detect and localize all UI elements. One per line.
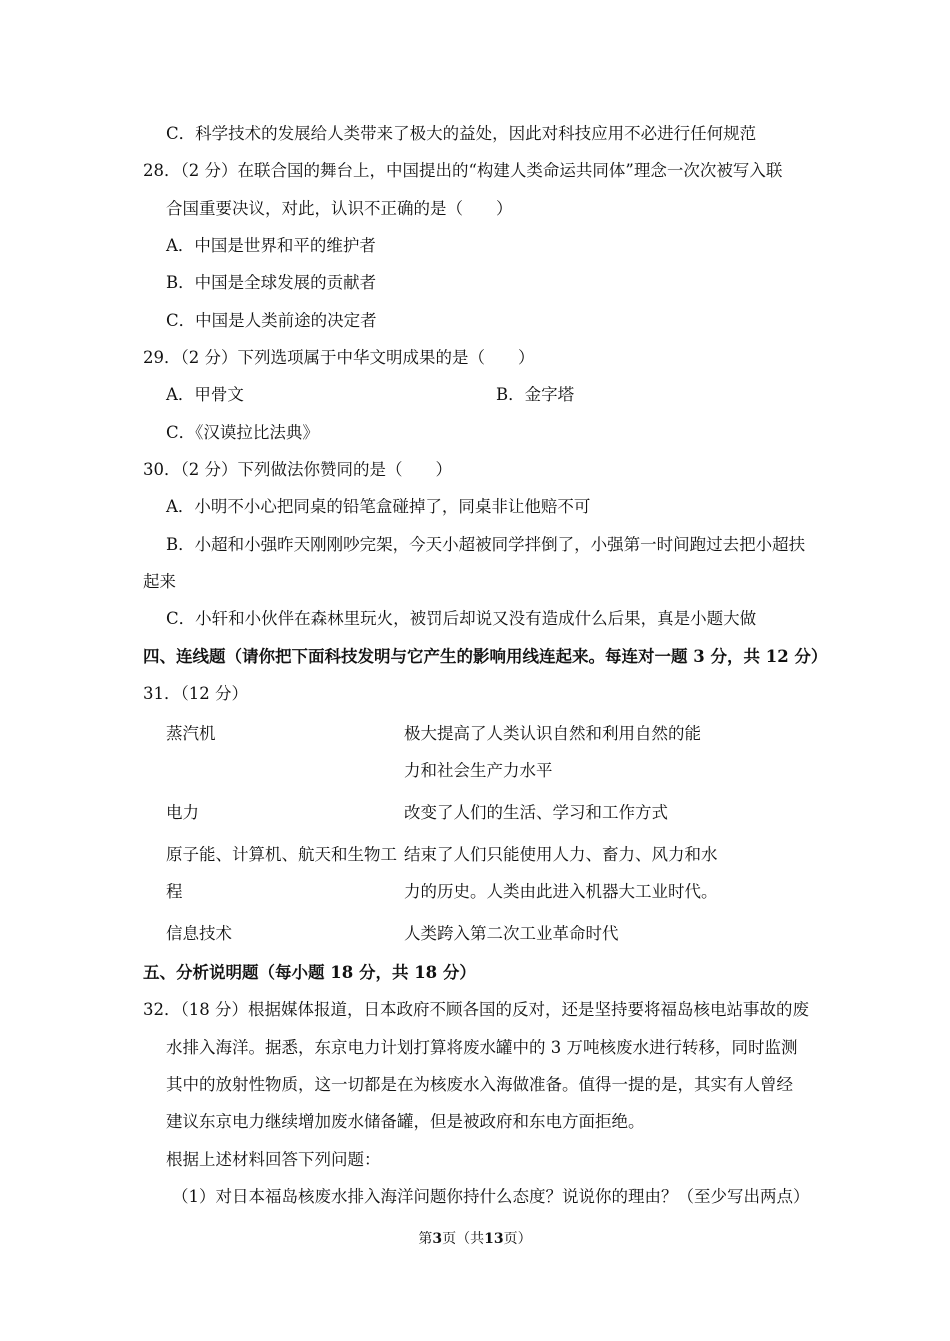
matching-right-item: 力和社会生产力水平: [404, 761, 553, 780]
matching-right-item: 极大提高了人类认识自然和利用自然的能: [404, 724, 701, 743]
matching-right-item: 力的历史。人类由此进入机器大工业时代。: [404, 882, 718, 901]
footer-prefix: 第: [418, 1231, 433, 1247]
matching-left-item: 蒸汽机: [166, 724, 216, 743]
q27-option-c: C．科学技术的发展给人类带来了极大的益处，因此对科技应用不必进行任何规范: [166, 124, 757, 143]
q31-label: 31．（12 分）: [143, 684, 248, 703]
q30-option-a: A．小明不小心把同桌的铅笔盒碰掉了，同桌非让他赔不可: [166, 497, 591, 516]
footer-page-number: 3: [432, 1231, 443, 1247]
matching-left-item: 程: [166, 882, 183, 901]
q32-line: 水排入海洋。据悉，东京电力计划打算将废水罐中的 3 万吨核废水进行转移，同时监测: [166, 1038, 798, 1057]
page-footer: [0, 1228, 950, 1248]
q28-stem-line2: 合国重要决议，对此，认识不正确的是（ ）: [166, 199, 513, 218]
q30-option-b-line1: B．小超和小强昨天刚刚吵完架，今天小超被同学拌倒了，小强第一时间跑过去把小超扶: [166, 535, 806, 554]
q29-option-b: B．金字塔: [496, 385, 575, 404]
matching-left-item: 原子能、计算机、航天和生物工: [166, 845, 397, 864]
footer-total-pages: 13: [484, 1231, 504, 1247]
footer-suffix: 页）: [503, 1231, 532, 1247]
q29-option-a: A．甲骨文: [166, 385, 244, 404]
matching-right-item: 人类跨入第二次工业革命时代: [404, 924, 619, 943]
footer-mid: 页（共: [442, 1231, 485, 1247]
q28-option-a: A．中国是世界和平的维护者: [166, 236, 376, 255]
q30-stem: 30．（2 分）下列做法你赞同的是（ ）: [143, 460, 452, 479]
matching-right-item: 结束了人们只能使用人力、畜力、风力和水: [404, 845, 718, 864]
q32-sub1: （1）对日本福岛核废水排入海洋问题你持什么态度？说说你的理由？（至少写出两点）: [172, 1187, 810, 1206]
q28-option-c: C．中国是人类前途的决定者: [166, 311, 377, 330]
q29-option-c: C．《汉谟拉比法典》: [166, 423, 319, 442]
q29-stem: 29．（2 分）下列选项属于中华文明成果的是（ ）: [143, 348, 535, 367]
q30-option-c: C．小轩和小伙伴在森林里玩火，被罚后却说又没有造成什么后果，真是小题大做: [166, 609, 757, 628]
q32-line: 其中的放射性物质，这一切都是在为核废水入海做准备。值得一提的是，其实有人曾经: [166, 1075, 793, 1094]
section4-heading: 四、连线题（请你把下面科技发明与它产生的影响用线连起来。每连对一题 3 分，共 12 分）: [143, 647, 828, 666]
matching-left-item: 信息技术: [166, 924, 232, 943]
section5-heading: 五、分析说明题（每小题 18 分，共 18 分）: [143, 963, 476, 982]
q30-option-b-line2: 起来: [143, 572, 176, 591]
q28-option-b: B．中国是全球发展的贡献者: [166, 273, 377, 292]
q32-line: 32．（18 分）根据媒体报道，日本政府不顾各国的反对，还是坚持要将福岛核电站事故的废: [143, 1000, 809, 1019]
q32-line: 建议东京电力继续增加废水储备罐，但是被政府和东电方面拒绝。: [166, 1112, 645, 1131]
matching-right-item: 改变了人们的生活、学习和工作方式: [404, 803, 668, 822]
q32-prompt: 根据上述材料回答下列问题：: [166, 1150, 381, 1169]
matching-left-item: 电力: [166, 803, 199, 822]
q28-stem-line1: 28．（2 分）在联合国的舞台上，中国提出的“构建人类命运共同体”理念一次次被写入联: [143, 161, 783, 180]
